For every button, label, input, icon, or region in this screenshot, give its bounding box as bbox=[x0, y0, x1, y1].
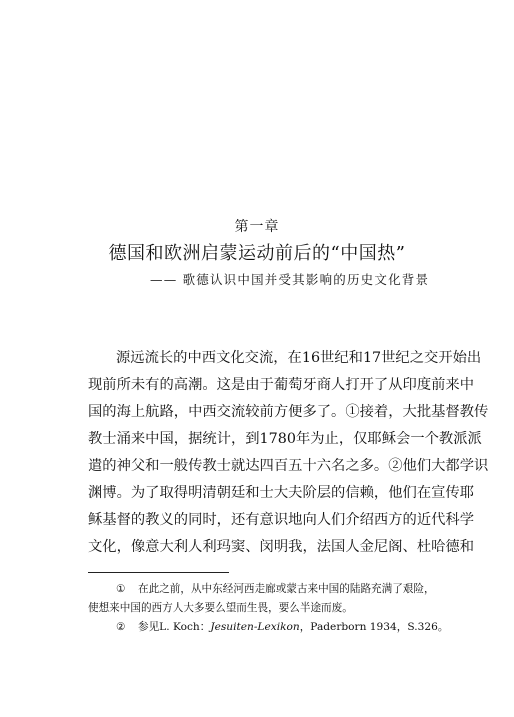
footnotes bbox=[88, 580, 449, 637]
footnote-2-prefix: 参见L. Koch： bbox=[138, 621, 211, 633]
footnote-2-book-title: Jesuiten-Lexikon bbox=[210, 621, 300, 633]
footnote-1 bbox=[88, 580, 438, 599]
footnote-2-suffix: ，Paderborn 1934，S.326。 bbox=[299, 621, 449, 633]
body-line: 教士涌来中国，据统计，到1780年为止，仅耶稣会一个教派派 bbox=[88, 431, 482, 447]
chapter-title: 德国和欧洲启蒙运动前后的“中国热” bbox=[108, 243, 406, 264]
body-line: 遣的神父和一般传教士就达四百五十六名之多。②他们大都学识 bbox=[88, 458, 489, 474]
body-line: 现前所未有的高潮。这是由于葡萄牙商人打开了从印度前来中 bbox=[88, 377, 475, 393]
footnote-1-continuation: 使想来中国的西方人大多要么望而生畏，要么半途而废。 bbox=[88, 602, 353, 614]
footnote-1-marker: ① bbox=[116, 583, 126, 595]
footnote-divider bbox=[88, 572, 229, 573]
footnote-2-marker: ② bbox=[116, 621, 126, 633]
chapter-subtitle: —— 歌德认识中国并受其影响的历史文化背景 bbox=[150, 272, 430, 287]
body-paragraph bbox=[88, 345, 489, 561]
footnote-2 bbox=[88, 618, 449, 637]
body-line: 渊博。为了取得明清朝廷和士大夫阶层的信赖，他们在宣传耶 bbox=[88, 485, 475, 501]
footnote-1-text: 在此之前，从中东经河西走廊或蒙古来中国的陆路充满了艰险， bbox=[138, 583, 435, 595]
body-line: 国的海上航路，中西交流较前方便多了。①接着，大批基督教传 bbox=[88, 404, 489, 420]
chapter-number: 第一章 bbox=[234, 219, 280, 235]
body-line: 源远流长的中西文化交流，在16世纪和17世纪之交开始出 bbox=[116, 350, 482, 366]
body-line: 文化，像意大利人利玛窦、闵明我，法国人金尼阁、杜哈德和 bbox=[88, 539, 475, 555]
body-line: 稣基督的教义的同时，还有意识地向人们介绍西方的近代科学 bbox=[88, 512, 475, 528]
